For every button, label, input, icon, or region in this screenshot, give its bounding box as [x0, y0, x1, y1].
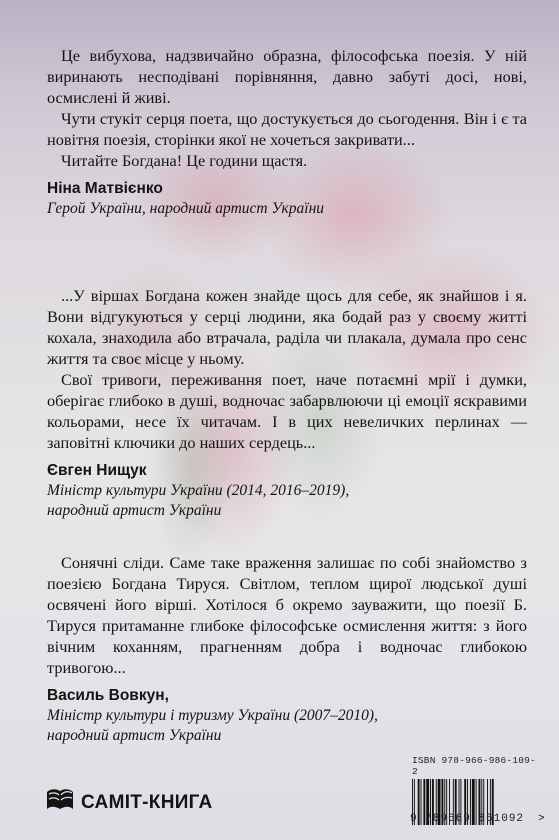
review-author-role: Міністр культури і туризму України (2007–2010),	[47, 707, 378, 724]
book-leaf-icon	[45, 785, 75, 820]
publisher-logo	[45, 785, 213, 820]
barcode-arrow: >	[538, 813, 545, 825]
isbn-barcode	[410, 755, 545, 827]
review-paragraph: Читайте Богдана! Це години щастя.	[61, 151, 308, 170]
review-block-matviienko	[47, 45, 527, 219]
review-author: Євген Нищук	[47, 462, 147, 479]
publisher-name: САМІТ-КНИГА	[81, 791, 213, 813]
review-author-role: Міністр культури України (2014, 2016–2019),	[47, 482, 350, 499]
review-paragraph: Свої тривоги, переживання поет, наче потаємні мрії і думки, оберігає глибоко в душі, водночас забарвлюючи ці емоції яскравими кольорами, несе їх читачам. І в цих невеличких перлинах — заповітні ключики до наших сердець...	[47, 370, 527, 452]
review-block-nyshchuk	[47, 285, 527, 521]
review-author: Ніна Матвієнко	[47, 180, 163, 197]
review-paragraph: Сонячні сліди. Саме таке враження залишає по собі знайомство з поезією Богдана Тируся. Світлом, теплом щирої людської душі освячені його вірші. Хотілося б окремо зауважити, що поезії Б. Тируся притаманне глибоке філософське осмислення життя: з його вічним коханням, прагненням добра і водночас глибокою тривогою...	[47, 553, 527, 677]
review-paragraph: Це вибухова, надзвичайно образна, філософська поезія. У ній виринають несподівані порівняння, давно забуті досі, нові, осмислені й живі.	[47, 46, 527, 107]
review-author: Василь Вовкун,	[47, 687, 169, 704]
review-author-role: народний артист України	[47, 502, 222, 519]
isbn-label: ISBN 978-966-986-109-2	[412, 755, 536, 777]
review-author-role: народний артист України	[47, 727, 222, 744]
review-paragraph: ...У віршах Богдана кожен знайде щось для себе, як знайшов і я. Вони відгукуються у серці людини, яка бодай раз у своєму житті кохала, знаходила або втрачала, раділа чи плакала, думала про сенс життя та своє місце у ньому.	[47, 286, 527, 368]
review-author-role: Герой України, народний артист України	[47, 200, 325, 217]
review-paragraph: Чути стукіт серця поета, що достукується до сьогодення. Він і є та новітня поезія, сторінки якої не хочеться закривати...	[47, 109, 527, 149]
review-block-vovkun	[47, 552, 527, 746]
barcode-digits: 9 789669 861092	[410, 813, 525, 825]
